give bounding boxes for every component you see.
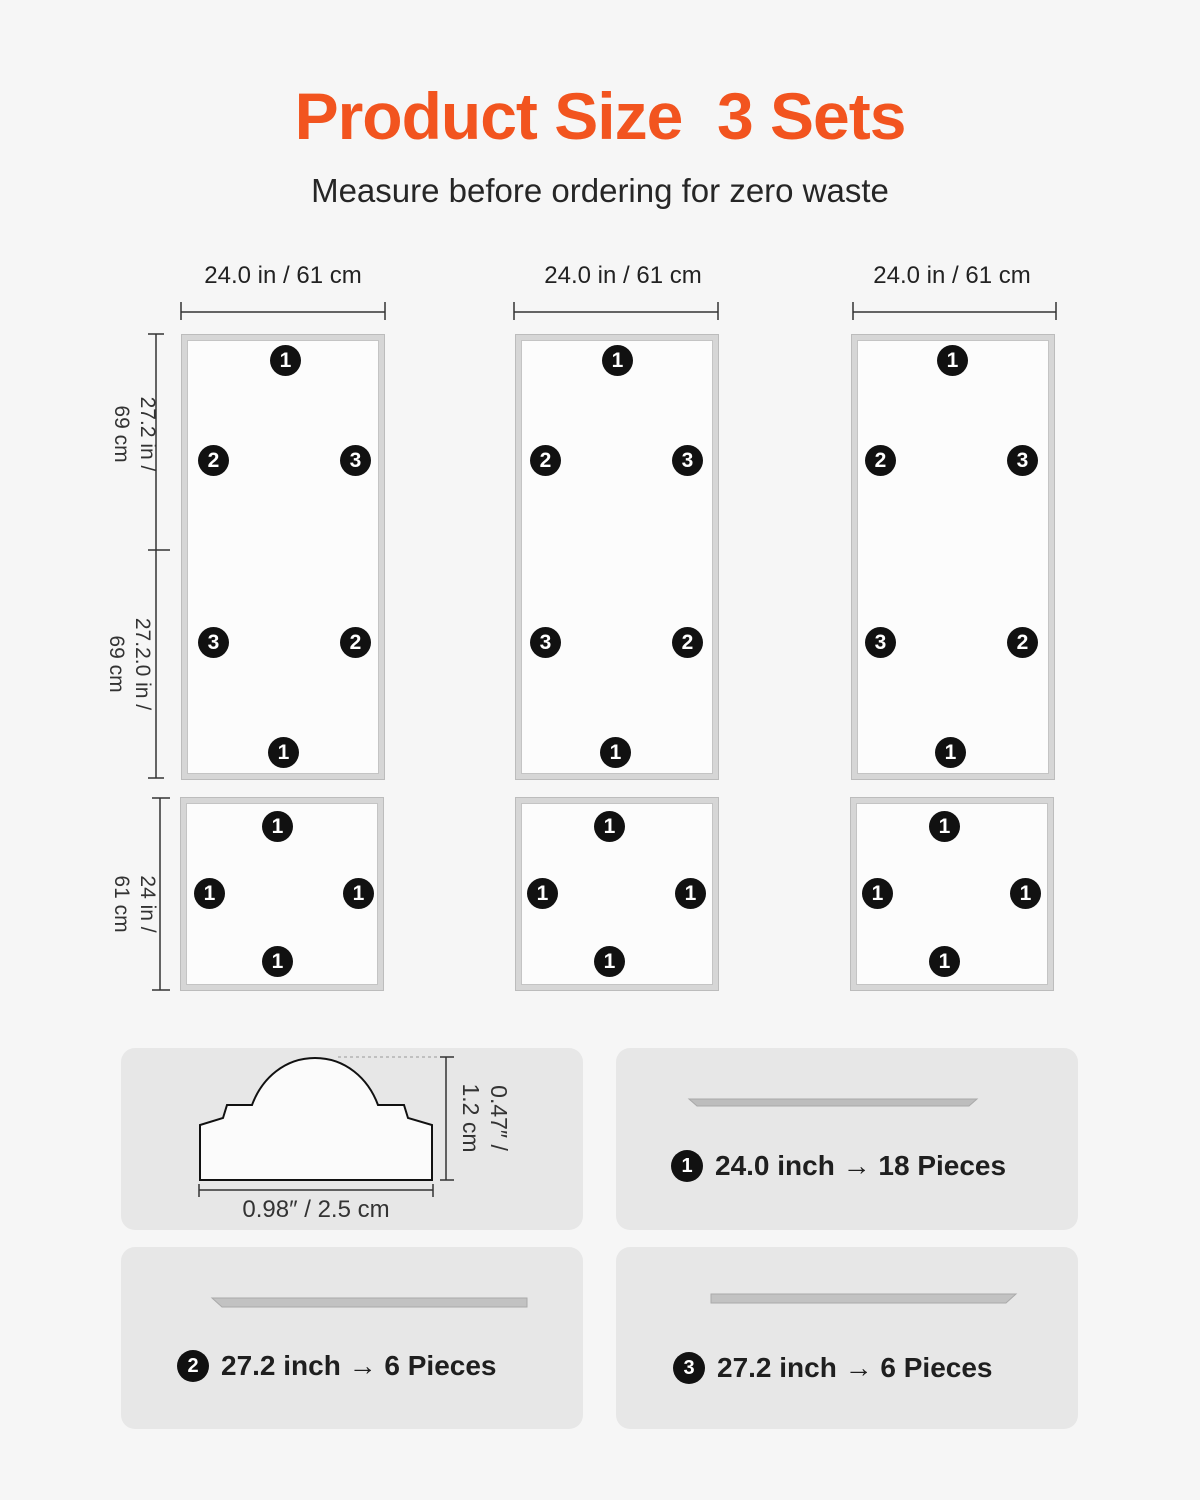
piece-badge: 1 [262, 946, 293, 977]
piece-badge: 1 [937, 345, 968, 376]
piece-badge: 1 [262, 811, 293, 842]
piece-badge: 2 [340, 627, 371, 658]
square-height-label: 24 in / 61 cm [110, 875, 159, 933]
profile-width-label: 0.98″ / 2.5 cm [242, 1196, 390, 1223]
piece-badge: 1 [343, 878, 374, 909]
piece-badge: 3 [198, 627, 229, 658]
piece-badge: 1 [935, 737, 966, 768]
piece-badge: 1 [268, 737, 299, 768]
piece-badge: 2 [177, 1350, 209, 1382]
piece-badge: 1 [671, 1150, 703, 1182]
piece-badge: 2 [530, 445, 561, 476]
piece-badge: 1 [862, 878, 893, 909]
piece-badge: 2 [1007, 627, 1038, 658]
lower-height-label: 27.2.0 in / 69 cm [105, 617, 154, 711]
piece-badge: 3 [865, 627, 896, 658]
piece-3-label: 27.2 inch → 6 Pieces [717, 1352, 993, 1383]
piece-badge: 3 [530, 627, 561, 658]
profile-height-label: 0.47″ / 1.2 cm [458, 1083, 512, 1153]
piece-3-caption [673, 1352, 993, 1384]
piece-badge: 3 [1007, 445, 1038, 476]
piece-badge: 2 [865, 445, 896, 476]
piece-badge: 1 [929, 811, 960, 842]
piece-badge: 1 [270, 345, 301, 376]
width-label-set-3: 24.0 in / 61 cm [873, 262, 1031, 289]
molding-strip-1 [689, 1099, 977, 1106]
piece-badge: 1 [600, 737, 631, 768]
page-title: Product Size 3 Sets [294, 79, 906, 153]
piece-badge: 3 [672, 445, 703, 476]
piece-2-label: 27.2 inch → 6 Pieces [221, 1350, 497, 1381]
piece-badge: 1 [194, 878, 225, 909]
page-subtitle: Measure before ordering for zero waste [311, 172, 889, 209]
piece-badge: 2 [672, 627, 703, 658]
piece-badge: 1 [1010, 878, 1041, 909]
piece-badge: 3 [673, 1352, 705, 1384]
piece-1-label: 24.0 inch → 18 Pieces [715, 1150, 1007, 1181]
piece-badge: 1 [594, 811, 625, 842]
piece-badge: 3 [340, 445, 371, 476]
piece-badge: 2 [198, 445, 229, 476]
piece-badge: 1 [602, 345, 633, 376]
piece-badge: 1 [675, 878, 706, 909]
width-label-set-2: 24.0 in / 61 cm [544, 262, 702, 289]
piece-2-caption [177, 1350, 497, 1382]
piece-badge: 1 [527, 878, 558, 909]
piece-badge: 1 [929, 946, 960, 977]
upper-height-label: 27.2 in / 69 cm [110, 396, 159, 472]
piece-badge: 1 [594, 946, 625, 977]
width-label-set-1: 24.0 in / 61 cm [204, 262, 362, 289]
piece-1-caption [671, 1150, 1006, 1182]
